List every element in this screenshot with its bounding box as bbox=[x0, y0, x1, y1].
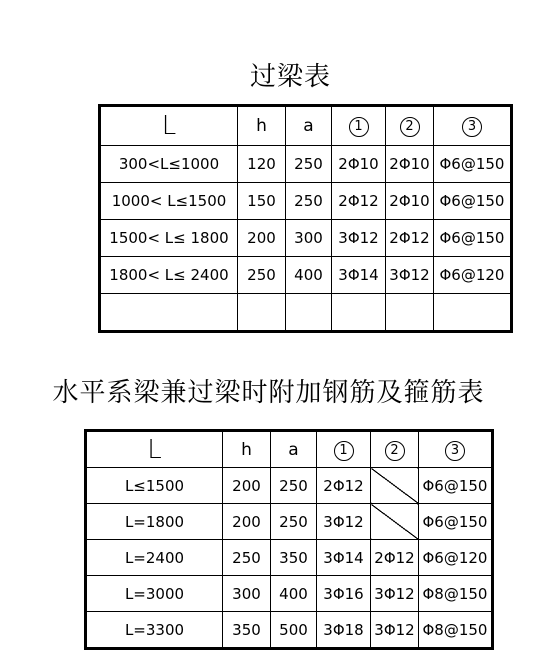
tie-beam-rebar-table bbox=[84, 429, 494, 650]
cell-a: 400 bbox=[271, 576, 317, 612]
table-row bbox=[86, 468, 493, 504]
table2-header-row bbox=[86, 431, 493, 468]
cell-stirrup: Φ6@150 bbox=[434, 146, 512, 183]
header-2 bbox=[386, 106, 434, 146]
cell-rebar-2: 2Φ12 bbox=[386, 220, 434, 257]
cell-h: 350 bbox=[223, 612, 271, 649]
cell-h: 150 bbox=[238, 183, 286, 220]
cell-a: 250 bbox=[271, 504, 317, 540]
table-row bbox=[86, 612, 493, 649]
cell-L: 1500< L≤ 1800 bbox=[100, 220, 238, 257]
cell-rebar-2: 3Φ12 bbox=[371, 576, 419, 612]
cell-a: 300 bbox=[286, 220, 332, 257]
cell-stirrup: Φ8@150 bbox=[419, 612, 493, 649]
cell-h: 250 bbox=[238, 257, 286, 294]
table1-title: 过梁表 bbox=[249, 62, 331, 92]
header-3 bbox=[419, 431, 493, 468]
table-row bbox=[86, 576, 493, 612]
cell-L: L=2400 bbox=[86, 540, 223, 576]
cell-rebar-1: 3Φ14 bbox=[317, 540, 371, 576]
cell-L: 1800< L≤ 2400 bbox=[100, 257, 238, 294]
cell-L: L=3300 bbox=[86, 612, 223, 649]
table-row-empty bbox=[100, 294, 512, 332]
cell-rebar-1 bbox=[332, 294, 386, 332]
cell-a: 500 bbox=[271, 612, 317, 649]
cell-rebar-1: 2Φ10 bbox=[332, 146, 386, 183]
cell-h: 120 bbox=[238, 146, 286, 183]
cell-h: 300 bbox=[223, 576, 271, 612]
cell-a: 250 bbox=[286, 146, 332, 183]
header-L: L bbox=[86, 431, 223, 468]
cell-rebar-1: 3Φ16 bbox=[317, 576, 371, 612]
cell-rebar-2-none bbox=[371, 504, 419, 540]
cell-rebar-2: 2Φ12 bbox=[371, 540, 419, 576]
circled-number-2: 2 bbox=[400, 117, 420, 137]
cell-a: 400 bbox=[286, 257, 332, 294]
cell-L: L=3000 bbox=[86, 576, 223, 612]
lintel-table bbox=[98, 104, 513, 333]
header-1 bbox=[317, 431, 371, 468]
header-h: h bbox=[223, 431, 271, 468]
cell-rebar-1: 3Φ12 bbox=[332, 220, 386, 257]
cell-rebar-2 bbox=[386, 294, 434, 332]
header-L: L bbox=[100, 106, 238, 146]
cell-stirrup: Φ6@150 bbox=[419, 468, 493, 504]
cell-L bbox=[100, 294, 238, 332]
circled-number-1: 1 bbox=[349, 117, 369, 137]
cell-rebar-2-none bbox=[371, 468, 419, 504]
cell-rebar-1: 2Φ12 bbox=[332, 183, 386, 220]
cell-L: L=1800 bbox=[86, 504, 223, 540]
cell-h bbox=[238, 294, 286, 332]
cell-stirrup: Φ6@120 bbox=[419, 540, 493, 576]
table-row bbox=[86, 504, 493, 540]
cell-L: 300<L≤1000 bbox=[100, 146, 238, 183]
cell-rebar-1: 3Φ18 bbox=[317, 612, 371, 649]
table-row bbox=[86, 540, 493, 576]
header-h: h bbox=[238, 106, 286, 146]
header-2 bbox=[371, 431, 419, 468]
cell-a: 250 bbox=[271, 468, 317, 504]
cell-rebar-1: 3Φ12 bbox=[317, 504, 371, 540]
header-1 bbox=[332, 106, 386, 146]
cell-stirrup: Φ6@120 bbox=[434, 257, 512, 294]
cell-h: 200 bbox=[223, 504, 271, 540]
cell-h: 200 bbox=[238, 220, 286, 257]
table2-title: 水平系梁兼过梁时附加钢筋及箍筋表 bbox=[52, 378, 485, 408]
cell-rebar-2: 3Φ12 bbox=[371, 612, 419, 649]
cell-L: L≤1500 bbox=[86, 468, 223, 504]
cell-h: 250 bbox=[223, 540, 271, 576]
cell-a bbox=[286, 294, 332, 332]
cell-h: 200 bbox=[223, 468, 271, 504]
circled-number-3: 3 bbox=[462, 117, 482, 137]
table-row bbox=[100, 183, 512, 220]
circled-number-1: 1 bbox=[334, 441, 354, 461]
cell-stirrup: Φ6@150 bbox=[419, 504, 493, 540]
cell-stirrup bbox=[434, 294, 512, 332]
header-3 bbox=[434, 106, 512, 146]
cell-rebar-1: 3Φ14 bbox=[332, 257, 386, 294]
cell-rebar-2: 3Φ12 bbox=[386, 257, 434, 294]
header-a: a bbox=[271, 431, 317, 468]
cell-stirrup: Φ8@150 bbox=[419, 576, 493, 612]
circled-number-3: 3 bbox=[445, 441, 465, 461]
cell-stirrup: Φ6@150 bbox=[434, 183, 512, 220]
table-row bbox=[100, 220, 512, 257]
header-a: a bbox=[286, 106, 332, 146]
cell-rebar-2: 2Φ10 bbox=[386, 146, 434, 183]
cell-stirrup: Φ6@150 bbox=[434, 220, 512, 257]
cell-a: 350 bbox=[271, 540, 317, 576]
table-row bbox=[100, 257, 512, 294]
cell-L: 1000< L≤1500 bbox=[100, 183, 238, 220]
cell-rebar-1: 2Φ12 bbox=[317, 468, 371, 504]
table1-header-row bbox=[100, 106, 512, 146]
cell-a: 250 bbox=[286, 183, 332, 220]
circled-number-2: 2 bbox=[385, 441, 405, 461]
cell-rebar-2: 2Φ10 bbox=[386, 183, 434, 220]
table-row bbox=[100, 146, 512, 183]
